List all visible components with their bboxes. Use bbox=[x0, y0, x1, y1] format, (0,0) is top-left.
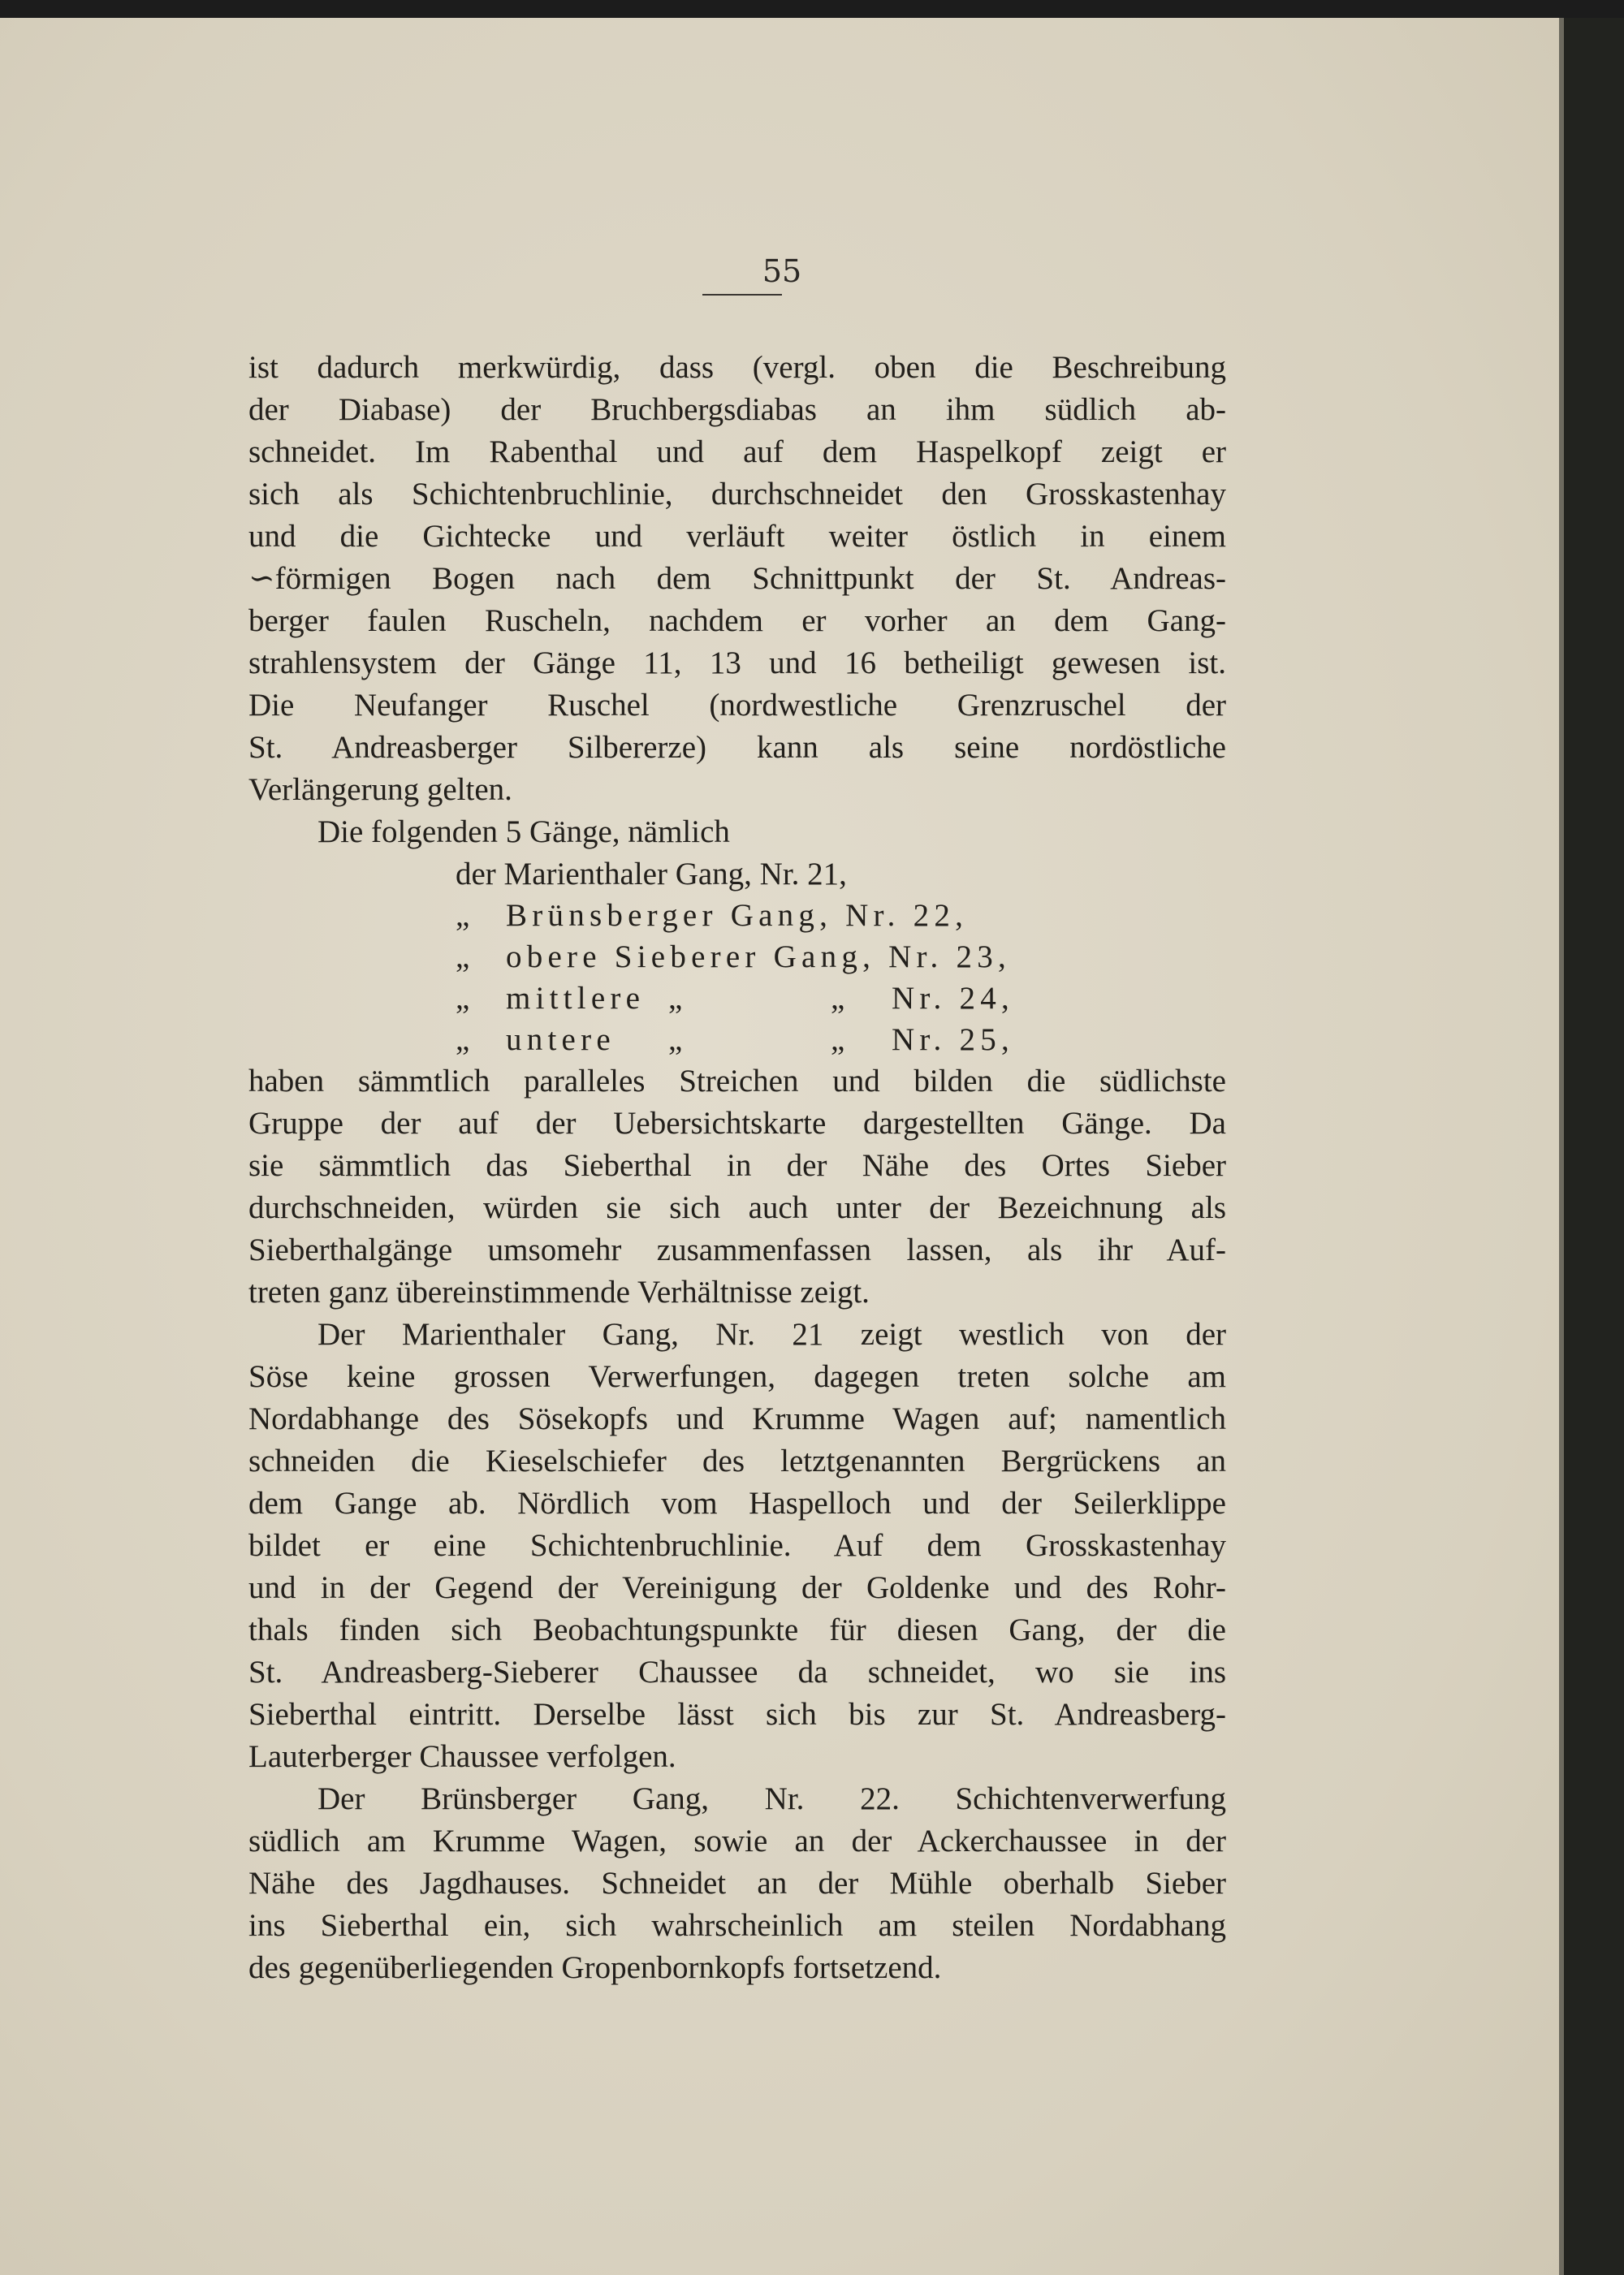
text-line: ist dadurch merkwürdig, dass (vergl. oben die Beschreibung bbox=[248, 350, 1226, 385]
text-line: schneidet. Im Rabenthal und auf dem Haspelkopf zeigt er bbox=[248, 434, 1226, 469]
text-line: ins Sieberthal ein, sich wahrscheinlich am steilen Nordabhang bbox=[248, 1908, 1226, 1943]
ditto-mark: „ bbox=[456, 939, 475, 974]
text-line: berger faulen Ruscheln, nachdem er vorher an dem Gang- bbox=[248, 603, 1226, 638]
text-line: Nähe des Jagdhauses. Schneidet an der Mühle oberhalb Sieber bbox=[248, 1866, 1226, 1901]
body-text bbox=[248, 347, 1226, 1989]
list-item: „ Brünsberger Gang, Nr. 22, bbox=[248, 895, 1226, 936]
list-item: „ obere Sieberer Gang, Nr. 23, bbox=[248, 936, 1226, 978]
text-line: haben sämmtlich paralleles Streichen und bilden die südlichste bbox=[248, 1064, 1226, 1099]
paragraph-4 bbox=[248, 1778, 1226, 1989]
text-line: und die Gichtecke und verläuft weiter östlich in einem bbox=[248, 519, 1226, 554]
page-number-rule bbox=[702, 294, 782, 296]
text-line: der Diabase) der Bruchbergsdiabas an ihm südlich ab- bbox=[248, 392, 1226, 427]
text-line: St. Andreasberger Silbererze) kann als seine nordöstliche bbox=[248, 730, 1226, 765]
gang-list bbox=[248, 853, 1226, 1060]
text-line: Söse keine grossen Verwerfungen, dagegen treten solche am bbox=[248, 1359, 1226, 1394]
text-line: Sieberthal eintritt. Derselbe lässt sich bis zur St. Andreasberg- bbox=[248, 1697, 1226, 1732]
text-line: thals finden sich Beobachtungspunkte für diesen Gang, der die bbox=[248, 1612, 1226, 1647]
text-line: südlich am Krumme Wagen, sowie an der Ackerchaussee in der bbox=[248, 1824, 1226, 1858]
paragraph-2 bbox=[248, 1060, 1226, 1314]
paragraph-1 bbox=[248, 347, 1226, 811]
text-line: bildet er eine Schichtenbruchlinie. Auf dem Grosskastenhay bbox=[248, 1528, 1226, 1563]
text-line: Lauterberger Chaussee verfolgen. bbox=[248, 1739, 676, 1774]
book-page bbox=[0, 18, 1564, 2275]
text-line: des gegenüberliegenden Gropenbornkopfs fortsetzend. bbox=[248, 1950, 942, 1985]
list-item: „ mittlere „ „ Nr. 24, bbox=[248, 978, 1226, 1019]
ditto-mark: „ bbox=[456, 981, 475, 1016]
text-line: dem Gange ab. Nördlich vom Haspelloch und der Seilerklippe bbox=[248, 1486, 1226, 1521]
ditto-mark: „ bbox=[456, 898, 475, 933]
text-line: Die folgenden 5 Gänge, nämlich bbox=[317, 814, 730, 849]
ditto-mark: „ bbox=[668, 1022, 688, 1057]
list-item: der Marienthaler Gang, Nr. 21, bbox=[456, 857, 847, 891]
ditto-mark: „ bbox=[456, 1022, 475, 1057]
text-line: sie sämmtlich das Sieberthal in der Nähe des Ortes Sieber bbox=[248, 1148, 1226, 1183]
text-line: Verlängerung gelten. bbox=[248, 772, 512, 807]
text-line: treten ganz übereinstimmende Verhältnisse zeigt. bbox=[248, 1275, 870, 1310]
text-line: strahlensystem der Gänge 11, 13 und 16 betheiligt gewesen ist. bbox=[248, 645, 1226, 680]
text-line: Gruppe der auf der Uebersichtskarte dargestellten Gänge. Da bbox=[248, 1106, 1226, 1141]
page-number: 55 bbox=[762, 253, 802, 289]
text-line: und in der Gegend der Vereinigung der Goldenke und des Rohr- bbox=[248, 1570, 1226, 1605]
text-line: Sieberthalgänge umsomehr zusammenfassen lassen, als ihr Auf- bbox=[248, 1232, 1226, 1267]
book-spine-edge bbox=[1559, 18, 1624, 2275]
ditto-mark: „ bbox=[831, 1022, 850, 1057]
text-line: durchschneiden, würden sie sich auch unter der Bezeichnung als bbox=[248, 1190, 1226, 1225]
list-item: „ untere „ „ Nr. 25, bbox=[248, 1019, 1226, 1060]
ditto-mark: „ bbox=[831, 981, 850, 1016]
paragraph-3 bbox=[248, 1314, 1226, 1778]
text-line: ∽förmigen Bogen nach dem Schnittpunkt der St. Andreas- bbox=[248, 561, 1226, 596]
ditto-mark: „ bbox=[668, 981, 688, 1016]
text-line: Die Neufanger Ruschel (nordwestliche Grenzruschel der bbox=[248, 688, 1226, 723]
text-line: Der Marienthaler Gang, Nr. 21 zeigt westlich von der bbox=[317, 1317, 1226, 1352]
text-line: Nordabhange des Sösekopfs und Krumme Wagen auf; namentlich bbox=[248, 1401, 1226, 1436]
text-line: St. Andreasberg-Sieberer Chaussee da schneidet, wo sie ins bbox=[248, 1655, 1226, 1690]
text-line: Der Brünsberger Gang, Nr. 22. Schichtenverwerfung bbox=[317, 1781, 1226, 1816]
text-line: sich als Schichtenbruchlinie, durchschneidet den Grosskastenhay bbox=[248, 477, 1226, 512]
text-line: schneiden die Kieselschiefer des letztgenannten Bergrückens an bbox=[248, 1444, 1226, 1479]
